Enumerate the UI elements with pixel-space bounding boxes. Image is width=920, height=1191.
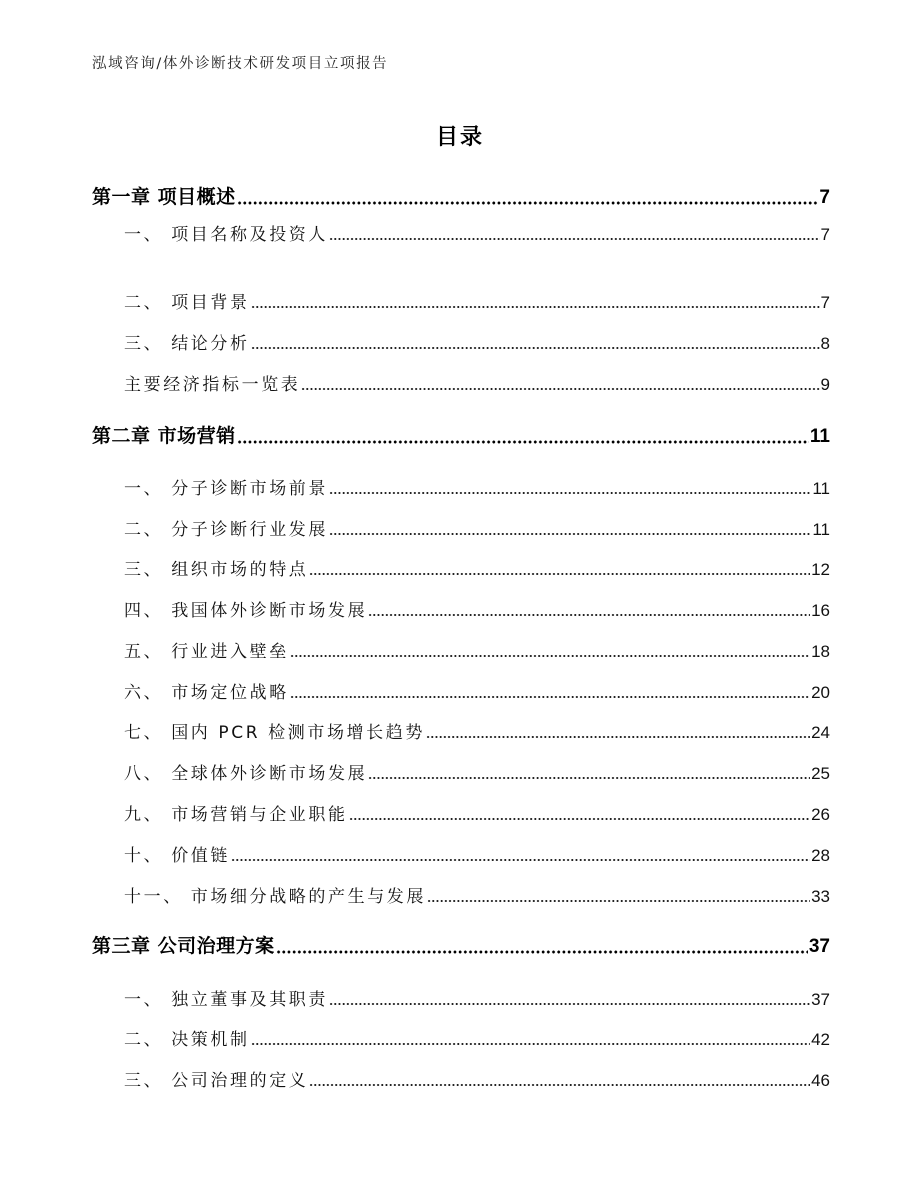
toc-entry-page: 11: [812, 520, 830, 539]
toc-entry-page: 42: [811, 1030, 830, 1049]
toc-entry-section[interactable]: [92, 985, 830, 1010]
toc-entry-label: 九、 市场营销与企业职能: [124, 805, 348, 825]
toc-entry-label: 四、 我国体外诊断市场发展: [124, 601, 368, 621]
dot-leader: [427, 899, 810, 903]
toc-entry-page: 12: [811, 560, 830, 579]
toc-entry-label: 五、 行业进入壁垒: [124, 642, 289, 662]
dot-leader: [368, 613, 810, 617]
toc-entry-section[interactable]: [92, 370, 830, 395]
toc-entry-chapter-2[interactable]: [92, 421, 830, 448]
dot-leader: [309, 572, 810, 576]
dot-leader: [329, 237, 820, 241]
dot-leader: [251, 346, 820, 350]
toc-entry-page: 7: [819, 187, 830, 208]
dot-leader: [290, 654, 810, 658]
toc-entry-page: 24: [811, 723, 830, 742]
toc-entry-label: 第二章 市场营销: [92, 425, 236, 447]
toc-entry-section[interactable]: [92, 1025, 830, 1050]
toc-entry-label: 七、 国内 PCR 检测市场增长趋势: [124, 723, 425, 743]
toc-entry-label: 十一、 市场细分战略的产生与发展: [124, 887, 427, 907]
toc-entry-page: 28: [811, 846, 830, 865]
toc-entry-section[interactable]: [92, 1066, 830, 1091]
toc-entry-label: 三、 结论分析: [124, 334, 250, 354]
toc-entry-section[interactable]: [92, 678, 830, 703]
toc-entry-label: 一、 独立董事及其职责: [124, 990, 329, 1010]
dot-leader: [237, 440, 809, 444]
toc-entry-label: 第三章 公司治理方案: [92, 935, 275, 957]
toc-entry-section[interactable]: [92, 759, 830, 784]
dot-leader: [329, 1002, 810, 1006]
toc-entry-label: 第一章 项目概述: [92, 186, 236, 208]
toc-entry-page: 37: [808, 936, 830, 957]
dot-leader: [349, 817, 810, 821]
toc-entry-page: 9: [820, 375, 830, 394]
toc-entry-page: 18: [811, 642, 830, 661]
toc-title: 目录: [435, 125, 484, 150]
toc-entry-section[interactable]: [92, 329, 830, 354]
toc-entry-section[interactable]: [92, 288, 830, 313]
toc-entry-label: 三、 公司治理的定义: [124, 1071, 309, 1091]
toc-entry-label: 六、 市场定位战略: [124, 683, 289, 703]
toc-entry-label: 主要经济指标一览表: [124, 375, 301, 395]
dot-leader: [426, 735, 810, 739]
toc-entry-section[interactable]: [92, 718, 830, 743]
toc-entry-section[interactable]: [92, 637, 830, 662]
running-header: 泓域咨询/体外诊断技术研发项目立项报告: [92, 56, 389, 72]
toc-entry-page: 33: [811, 887, 830, 906]
toc-entry-page: 25: [811, 764, 830, 783]
dot-leader: [237, 201, 819, 205]
dot-leader: [368, 776, 810, 780]
toc-entry-label: 十、 价值链: [124, 846, 231, 866]
dot-leader: [301, 387, 819, 391]
toc-entry-label: 二、 决策机制: [124, 1030, 250, 1050]
toc-entry-label: 三、 组织市场的特点: [124, 560, 309, 580]
toc-entry-chapter-3[interactable]: [92, 931, 830, 958]
toc-entry-page: 7: [820, 225, 830, 244]
toc-entry-page: 16: [811, 601, 830, 620]
toc-entry-label: 八、 全球体外诊断市场发展: [124, 764, 368, 784]
toc-entry-label: 二、 分子诊断行业发展: [124, 520, 329, 540]
toc-entry-page: 7: [820, 293, 830, 312]
dot-leader: [309, 1083, 810, 1087]
dot-leader: [329, 491, 811, 495]
toc-entry-page: 26: [811, 805, 830, 824]
toc-entry-chapter-1[interactable]: [92, 182, 830, 209]
toc-entry-section[interactable]: [92, 555, 830, 580]
toc-entry-page: 11: [812, 479, 830, 498]
toc-entry-section[interactable]: [92, 841, 830, 866]
toc-entry-page: 20: [811, 683, 830, 702]
toc-entry-label: 一、 项目名称及投资人: [124, 225, 329, 245]
dot-leader: [276, 950, 808, 954]
toc-entry-section[interactable]: [92, 515, 830, 540]
toc-entry-label: 一、 分子诊断市场前景: [124, 479, 329, 499]
dot-leader: [251, 1042, 810, 1046]
dot-leader: [329, 532, 811, 536]
toc-entry-section[interactable]: [92, 800, 830, 825]
toc-entry-section[interactable]: [92, 882, 830, 907]
dot-leader: [231, 858, 810, 862]
toc-entry-page: 8: [820, 334, 830, 353]
toc-entry-page: 37: [811, 990, 830, 1009]
toc-entry-label: 二、 项目背景: [124, 293, 250, 313]
toc-entry-page: 11: [809, 426, 830, 447]
toc-entry-section[interactable]: [92, 474, 830, 499]
dot-leader: [251, 305, 820, 309]
dot-leader: [290, 695, 810, 699]
toc-entry-section[interactable]: [92, 596, 830, 621]
toc-entry-page: 46: [811, 1071, 830, 1090]
toc-entry-section[interactable]: [92, 220, 830, 245]
